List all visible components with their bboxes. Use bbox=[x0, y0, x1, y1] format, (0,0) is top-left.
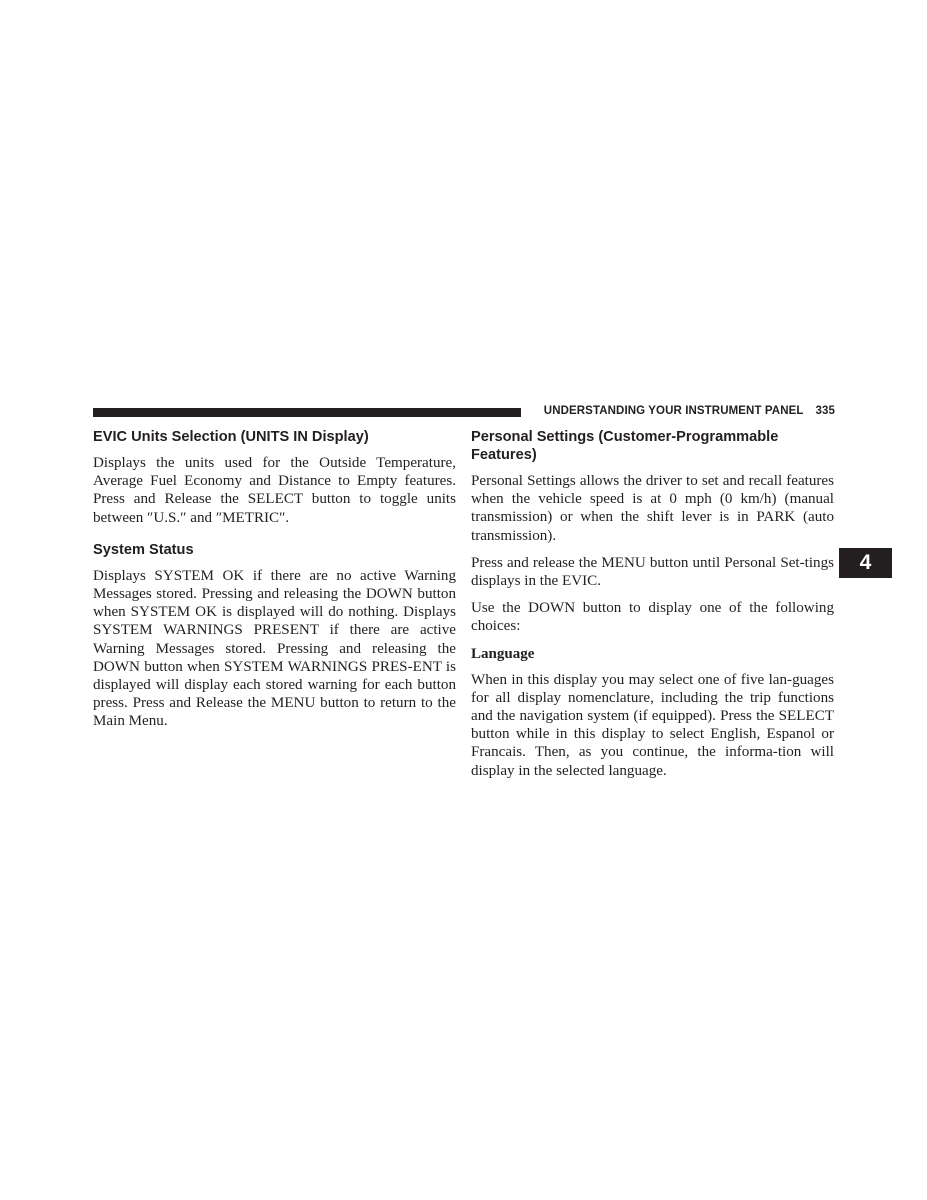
header-rule bbox=[93, 408, 521, 417]
language-subheading: Language bbox=[471, 645, 535, 662]
right-column bbox=[471, 428, 834, 789]
page-number: 335 bbox=[815, 405, 835, 417]
left-column bbox=[93, 428, 456, 740]
running-head bbox=[530, 405, 835, 417]
evic-units-paragraph: Displays the units used for the Outside Temperature, Average Fuel Economy and Distance to Empty features. Press and Release the SELECT button to toggle units between ″U.S.″ and ″METRIC″. bbox=[93, 455, 456, 526]
system-status-paragraph: Displays SYSTEM OK if there are no active Warning Messages stored. Pressing and releasing the DOWN button when SYSTEM OK is displayed will do nothing. Displays SYSTEM WARNINGS PRESENT if there are active Warning Messages stored. Pressing and releasing the DOWN button when SYSTEM WARNINGS PRES-ENT is displayed will display each stored warning for each button press. Press and Release the MENU button to return to the Main Menu. bbox=[93, 567, 456, 730]
language-paragraph: When in this display you may select one of five lan-guages for all display nomenclature, including the trip functions and the navigation system (if equipped). Press the SELECT button while in this display to select English, Espanol or Francais. Then, as you continue, the informa-tion will display in the selected language. bbox=[471, 671, 834, 779]
personal-settings-heading: Personal Settings (Customer-Programmable Features) bbox=[471, 429, 779, 463]
personal-settings-paragraph-2: Press and release the MENU button until Personal Set-tings displays in the EVIC. bbox=[471, 554, 834, 590]
chapter-tab: 4 bbox=[839, 548, 892, 578]
evic-units-heading: EVIC Units Selection (UNITS IN Display) bbox=[93, 429, 369, 445]
system-status-heading: System Status bbox=[93, 541, 194, 558]
personal-settings-paragraph-1: Personal Settings allows the driver to set and recall features when the vehicle speed is at 0 mph (0 km/h) (manual transmission) or when the shift lever is in PARK (auto transmission). bbox=[471, 473, 834, 544]
personal-settings-paragraph-3: Use the DOWN button to display one of the following choices: bbox=[471, 600, 834, 635]
section-title: UNDERSTANDING YOUR INSTRUMENT PANEL bbox=[543, 405, 804, 417]
